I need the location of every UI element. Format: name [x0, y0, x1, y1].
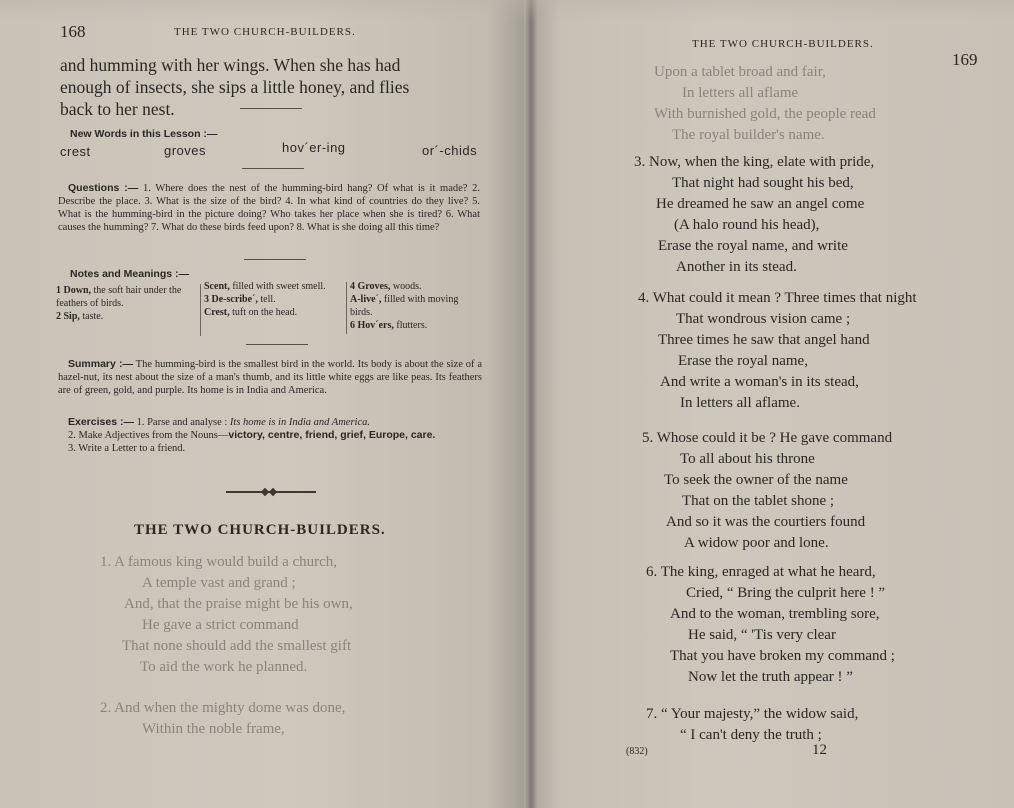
verse-line: 4. What could it mean ? Three times that night [638, 290, 917, 306]
section-rule [246, 344, 308, 345]
notes-column [204, 280, 342, 319]
verse-line: In letters all aflame [682, 85, 799, 101]
summary-block [58, 358, 482, 397]
summary-text: The humming-bird is the smallest bird in the world. Its body is about the size of a hazel-nut, its nest about the size of a man's thumb, and its little white eggs are like peas. Its feathers are of green, gold, and purple. Its home is in India and America. [58, 359, 482, 396]
intro-line: and humming with her wings. When she has had [60, 55, 401, 75]
note-term: 2 Sip, [56, 311, 80, 322]
right-page [530, 0, 1014, 808]
verse-line: The royal builder's name. [672, 127, 825, 143]
verse-line: And, that the praise might be his own, [124, 596, 353, 612]
verse-line: He said, “ 'Tis very clear [688, 627, 836, 643]
section-rule [240, 108, 302, 109]
note-def: filled with moving birds. [350, 294, 459, 318]
exercise-emphasis: victory, centre, friend, grief, Europe, care. [228, 429, 436, 441]
questions-text: 1. Where does the nest of the humming-bird hang? Of what is it made? 2. Describe the place. 3. What is the size of the bird? 4. In what kind of countries do they live? 5. What is the humming-bird in the picture doing? Who takes her place when she is tired? 6. What causes the humming? 7. What do these birds feed upon? 8. What is she doing all this time? [58, 183, 481, 233]
verse-line: That wondrous vision came ; [676, 311, 851, 327]
note-term: A-live´, [350, 294, 382, 305]
new-word: groves [164, 143, 207, 158]
verse-line: 7. “ Your majesty,” the widow said, [646, 706, 859, 722]
intro-line: back to her nest. [60, 99, 175, 119]
column-divider [346, 282, 347, 334]
verse-line: He gave a strict command [142, 617, 299, 633]
right-running-head: THE TWO CHURCH-BUILDERS. [692, 38, 874, 50]
note-def: woods. [392, 281, 422, 292]
stanza-6 [646, 562, 895, 688]
notes-column [56, 284, 194, 323]
verse-line: To all about his throne [680, 451, 815, 467]
questions-block [58, 182, 480, 234]
verse-line: And write a woman's in its stead, [660, 374, 859, 390]
note-term: 1 Down, [56, 285, 92, 296]
note-def: tuft on the head. [232, 307, 298, 318]
verse-line: 2. And when the mighty dome was done, [100, 700, 346, 716]
verse-line: To aid the work he planned. [140, 659, 308, 675]
exercise-emphasis: Its home is in India and America. [229, 417, 370, 428]
column-divider [200, 284, 201, 336]
exercise-prefix: 2. Make Adjectives from the Nouns— [68, 430, 229, 441]
stanza-7 [646, 704, 858, 746]
signature-mark: (832) [626, 746, 648, 757]
verse-line: A temple vast and grand ; [142, 575, 296, 591]
verse-line: Now let the truth appear ! ” [688, 669, 853, 685]
stanza-3 [634, 152, 874, 278]
verse-line: Cried, “ Bring the culprit here ! ” [686, 585, 886, 601]
verse-line: And to the woman, trembling sore, [670, 606, 880, 622]
verse-line: To seek the owner of the name [664, 472, 848, 488]
verse-line: Erase the royal name, and write [658, 238, 848, 254]
verse-line: 3. Now, when the king, elate with pride, [634, 154, 875, 170]
left-page-number: 168 [60, 22, 86, 41]
notes-column [350, 280, 482, 332]
verse-line: That night had sought his bed, [672, 175, 854, 191]
verse-line: (A halo round his head), [674, 217, 820, 233]
verse-line: With burnished gold, the people read [654, 106, 876, 122]
page-shadow [0, 0, 1014, 22]
new-word: hov´er-ing [282, 140, 346, 155]
note-def: filled with sweet smell. [232, 281, 326, 292]
verse-line: That you have broken my command ; [670, 648, 895, 664]
verse-line: A widow poor and lone. [684, 535, 829, 551]
poem-title: THE TWO CHURCH-BUILDERS. [134, 522, 386, 538]
verse-line: Within the noble frame, [142, 721, 285, 737]
signature-number: 12 [812, 742, 827, 758]
verse-line: 6. The king, enraged at what he heard, [646, 564, 876, 580]
new-word: or´-chids [422, 143, 478, 158]
notes-heading: Notes and Meanings :— [70, 268, 190, 280]
exercises-label: Exercises :— [68, 416, 134, 428]
section-rule [242, 168, 304, 169]
verse-line: He dreamed he saw an angel come [656, 196, 865, 212]
ornament-diamond [269, 488, 277, 496]
stanza-2-continued [654, 62, 876, 146]
note-term: 4 Groves, [350, 281, 391, 292]
stanza-2 [100, 698, 345, 740]
stanza-1 [100, 552, 353, 678]
stanza-4 [638, 288, 917, 414]
verse-line: That on the tablet shone ; [682, 493, 835, 509]
right-page-number: 169 [952, 50, 978, 69]
section-rule [244, 259, 306, 260]
note-def: tell. [260, 294, 276, 305]
verse-line: Three times he saw that angel hand [658, 332, 870, 348]
summary-label: Summary :— [68, 358, 133, 370]
note-term: 6 Hov´ers, [350, 320, 394, 331]
verse-line: 5. Whose could it be ? He gave command [642, 430, 893, 446]
exercise-prefix: 3. Write a Letter to a friend. [68, 443, 186, 454]
intro-line: enough of insects, she sips a little honey, and flies [60, 77, 410, 97]
verse-line: Another in its stead. [676, 259, 797, 275]
note-def: the soft hair under the feathers of birds. [56, 285, 182, 309]
verse-line: Upon a tablet broad and fair, [654, 64, 826, 80]
verse-line: Erase the royal name, [678, 353, 808, 369]
book-gutter [524, 0, 538, 808]
left-running-head: THE TWO CHURCH-BUILDERS. [174, 26, 356, 38]
note-term: 3 De-scribe´, [204, 294, 258, 305]
new-word: crest [60, 144, 91, 159]
exercises-block [58, 416, 484, 455]
note-def: flutters. [396, 320, 428, 331]
note-term: Crest, [204, 307, 230, 318]
verse-line: “ I can't deny the truth ; [680, 727, 822, 743]
verse-line: That none should add the smallest gift [122, 638, 352, 654]
verse-line: 1. A famous king would build a church, [100, 554, 338, 570]
note-term: Scent, [204, 281, 230, 292]
verse-line: In letters all aflame. [680, 395, 800, 411]
questions-label: Questions :— [68, 182, 139, 194]
exercise-prefix: 1. Parse and analyse : [136, 417, 228, 428]
new-words-heading: New Words in this Lesson :— [70, 128, 218, 140]
verse-line: And so it was the courtiers found [666, 514, 866, 530]
note-def: taste. [82, 311, 104, 322]
stanza-5 [642, 428, 892, 554]
